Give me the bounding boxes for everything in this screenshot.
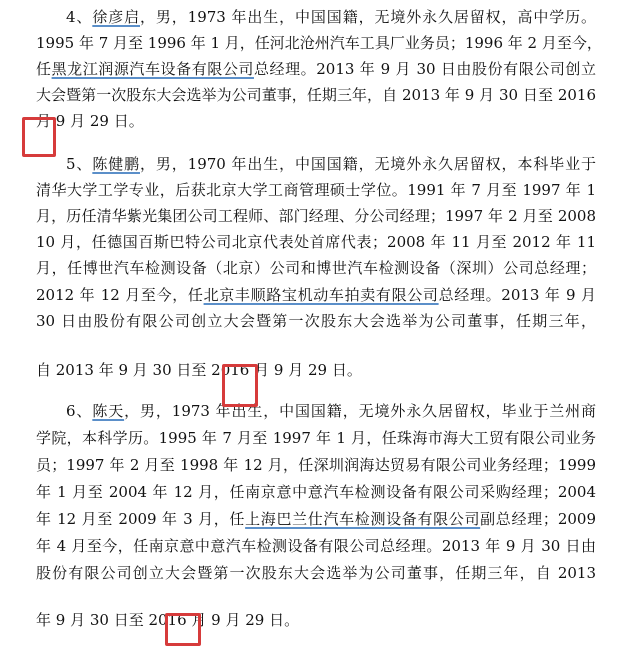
p4-line-3	[36, 56, 596, 82]
p5-line-3: 月，历任清华紫光集团公司工程师、部门经理、分公司经理；1997 年 2 月至 2008	[36, 207, 596, 225]
p6-person-name: 陈天	[92, 402, 125, 420]
p5-line-8: 自 2013 年 9 月 30 日至 2016 月 9 月 29 日。	[36, 361, 362, 379]
p4-company-name: 黑龙江润源汽车设备有限公司	[51, 60, 254, 78]
p6-line-3: 员；1997 年 2 月至 1998 年 12 月，任深圳润海达贸易有限公司业务经理；1999	[36, 456, 596, 474]
p4-index: 4、	[66, 8, 93, 26]
p6-line-7: 股份有限公司创立大会暨第一次股东大会选举为公司董事，任期三年，自 2013	[36, 564, 596, 582]
p5-index: 5、	[66, 155, 93, 173]
p5-line-5: 月，任博世汽车检测设备（北京）公司和博世汽车检测设备（深圳）公司总经理；	[36, 259, 596, 277]
p4-line-3-prefix: 任	[36, 60, 52, 78]
p6-index: 6、	[66, 402, 93, 420]
p5-line-6-prefix: 2012 年 12 月至今，任	[36, 286, 204, 304]
p5-line-7: 30 日由股份有限公司创立大会暨第一次股东大会选举为公司董事，任期三年，	[36, 312, 596, 330]
p4-line-5: 月 9 月 29 日。	[36, 112, 144, 130]
p4-line-2: 1995 年 7 月至 1996 年 1 月，任河北沧州汽车工具厂业务员；1996 年 2 月至今，	[36, 34, 602, 52]
p5-company-name: 北京丰顺路宝机动车拍卖有限公司	[203, 286, 439, 304]
p6-line-1	[66, 398, 596, 424]
p5-line-1	[66, 151, 596, 177]
p6-line-6: 年 4 月至今，任南京意中意汽车检测设备有限公司总经理。2013 年 9 月 30 日由	[36, 537, 596, 555]
p5-line-6-text: 总经理。2013 年 9 月	[438, 286, 596, 304]
p6-line-1-text: ，男，1973 年出生，中国国籍，无境外永久居留权，毕业于兰州商	[124, 402, 596, 420]
p4-line-1-text: ，男，1973 年出生，中国国籍，无境外永久居留权，高中学历。	[140, 8, 596, 26]
p6-company-name: 上海巴兰仕汽车检测设备有限公司	[245, 510, 481, 528]
p5-line-6	[36, 282, 596, 308]
p5-line-2: 清华大学工学专业，后获北京大学工商管理硕士学位。1991 年 7 月至 1997 年 1	[36, 181, 596, 199]
p6-line-2: 学院，本科学历。1995 年 7 月至 1997 年 1 月，任珠海市海大工贸有限公司业务	[36, 429, 596, 447]
p6-line-4: 年 1 月至 2004 年 12 月，任南京意中意汽车检测设备有限公司采购经理；2004	[36, 483, 596, 501]
p5-line-4: 10 月，任德国百斯巴特公司北京代表处首席代表；2008 年 11 月至 2012 年 11	[36, 233, 596, 251]
p5-line-1-text: ，男，1970 年出生，中国国籍，无境外永久居留权，本科毕业于	[140, 155, 596, 173]
p4-line-1	[66, 4, 596, 30]
p6-line-5-prefix: 年 12 月至 2009 年 3 月，任	[36, 510, 246, 528]
p4-line-4: 大会暨第一次股东大会选举为公司董事，任期三年，自 2013 年 9 月 30 日至 2016	[36, 86, 596, 104]
p4-line-3-text: 总经理。2013 年 9 月 30 日由股份有限公司创立	[253, 60, 596, 78]
p5-person-name: 陈健鹏	[92, 155, 140, 173]
p6-line-8: 年 9 月 30 日至 2016 月 9 月 29 日。	[36, 611, 300, 629]
p6-line-5	[36, 506, 596, 532]
p4-person-name: 徐彦启	[92, 8, 140, 26]
p6-line-5-text: 副总经理；2009	[480, 510, 596, 528]
